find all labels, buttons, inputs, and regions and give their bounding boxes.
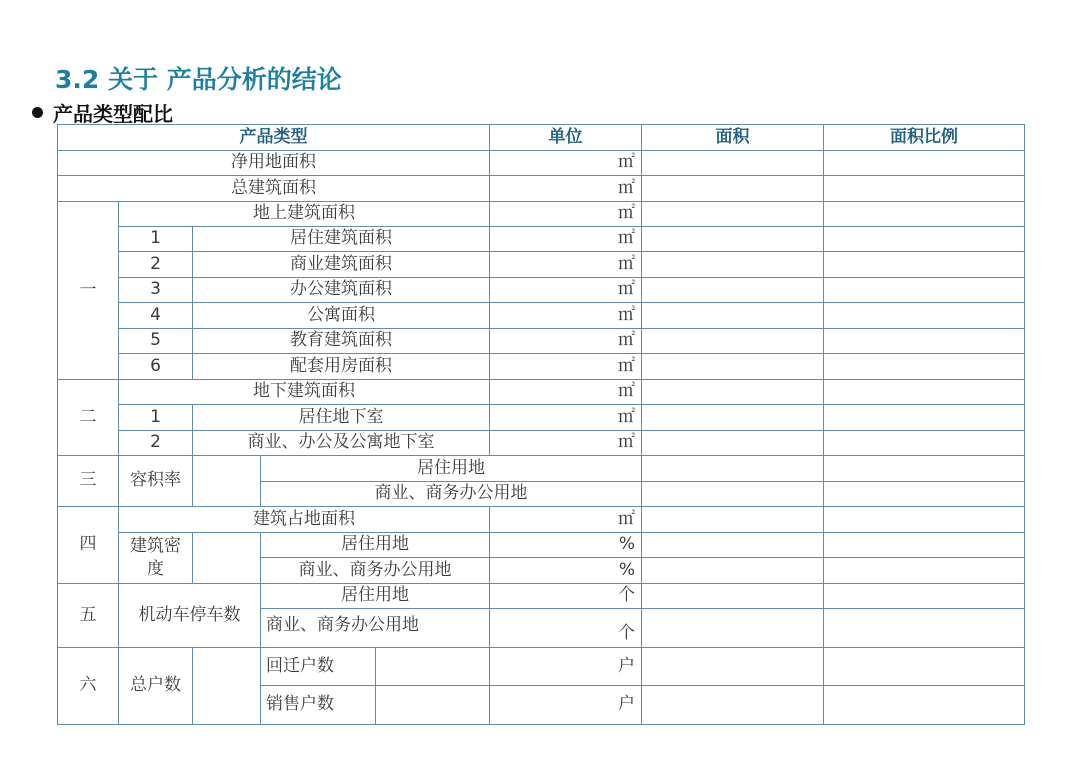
table-row: [58, 380, 1025, 405]
ratio-cell[interactable]: [824, 507, 1025, 533]
section-number: 六: [58, 648, 119, 725]
header-area: 面积: [642, 125, 824, 151]
section-number: 一: [58, 202, 119, 380]
bullet-icon: [32, 107, 43, 118]
item-number: 6: [119, 354, 193, 380]
table-row: [58, 303, 1025, 329]
ratio-cell[interactable]: [824, 176, 1025, 202]
ratio-cell[interactable]: [824, 558, 1025, 584]
row-label: 地下建筑面积: [119, 380, 490, 405]
table-row: [58, 648, 1025, 686]
row-label: 商业、办公及公寓地下室: [193, 431, 490, 456]
area-cell[interactable]: [642, 202, 824, 227]
blank-cell: [376, 686, 490, 725]
item-number: 3: [119, 278, 193, 303]
blank-cell: [376, 648, 490, 686]
ratio-cell[interactable]: [824, 202, 1025, 227]
unit-cell: ㎡: [490, 303, 642, 329]
sub-label: 回迁户数: [261, 648, 376, 686]
table-row: [58, 252, 1025, 278]
ratio-cell[interactable]: [824, 278, 1025, 303]
unit-cell: ㎡: [490, 151, 642, 176]
area-cell[interactable]: [642, 176, 824, 202]
table-row: [58, 431, 1025, 456]
table-row: [58, 202, 1025, 227]
table-row: [58, 278, 1025, 303]
ratio-cell[interactable]: [824, 609, 1025, 648]
sub-label: 商业、商务办公用地: [261, 558, 490, 584]
sub-label: 商业、商务办公用地: [261, 482, 642, 507]
unit-cell: 户: [490, 648, 642, 686]
ratio-cell[interactable]: [824, 252, 1025, 278]
unit-cell: %: [490, 558, 642, 584]
unit-cell: 个: [490, 609, 642, 648]
item-number: 5: [119, 329, 193, 354]
table-row: [58, 533, 1025, 558]
sub-label: 销售户数: [261, 686, 376, 725]
section-number: 四: [58, 507, 119, 584]
table-row: [58, 151, 1025, 176]
page-title: 3.2 关于 产品分析的结论: [55, 65, 342, 94]
row-label: 容积率: [119, 456, 193, 507]
item-number: 4: [119, 303, 193, 329]
unit-cell: ㎡: [490, 431, 642, 456]
unit-cell: ㎡: [490, 405, 642, 431]
area-cell[interactable]: [642, 686, 824, 725]
section-subtitle-text: 产品类型配比: [53, 102, 173, 126]
unit-cell: ㎡: [490, 278, 642, 303]
area-cell[interactable]: [642, 648, 824, 686]
area-cell[interactable]: [642, 533, 824, 558]
table-row: [58, 584, 1025, 609]
area-cell[interactable]: [642, 354, 824, 380]
area-cell[interactable]: [642, 227, 824, 252]
area-cell[interactable]: [642, 507, 824, 533]
ratio-cell[interactable]: [824, 354, 1025, 380]
ratio-cell[interactable]: [824, 482, 1025, 507]
product-ratio-table: [57, 124, 1025, 725]
area-cell[interactable]: [642, 151, 824, 176]
unit-cell: %: [490, 533, 642, 558]
row-label: 总建筑面积: [58, 176, 490, 202]
table-header-row: [58, 125, 1025, 151]
row-label: 配套用房面积: [193, 354, 490, 380]
ratio-cell[interactable]: [824, 380, 1025, 405]
table-row: [58, 507, 1025, 533]
row-label: 居住建筑面积: [193, 227, 490, 252]
section-subtitle: [32, 98, 173, 127]
section-number: 三: [58, 456, 119, 507]
area-cell[interactable]: [642, 278, 824, 303]
table-row: [58, 456, 1025, 482]
row-label: 净用地面积: [58, 151, 490, 176]
row-label: 公寓面积: [193, 303, 490, 329]
header-unit: 单位: [490, 125, 642, 151]
table-row: [58, 227, 1025, 252]
row-label: 居住地下室: [193, 405, 490, 431]
item-number: 1: [119, 405, 193, 431]
area-cell[interactable]: [642, 431, 824, 456]
area-cell[interactable]: [642, 405, 824, 431]
area-cell[interactable]: [642, 303, 824, 329]
area-cell[interactable]: [642, 558, 824, 584]
table-row: [58, 176, 1025, 202]
table-row: [58, 405, 1025, 431]
ratio-cell[interactable]: [824, 303, 1025, 329]
area-cell[interactable]: [642, 456, 824, 482]
header-ratio: 面积比例: [824, 125, 1025, 151]
unit-cell: ㎡: [490, 380, 642, 405]
row-label: 总户数: [119, 648, 193, 725]
table-row: [58, 354, 1025, 380]
item-number: 2: [119, 431, 193, 456]
table-row: [58, 329, 1025, 354]
area-cell[interactable]: [642, 252, 824, 278]
ratio-cell[interactable]: [824, 456, 1025, 482]
row-label: 机动车停车数: [119, 584, 261, 648]
sub-label: 居住用地: [261, 533, 490, 558]
area-cell[interactable]: [642, 380, 824, 405]
item-number: 1: [119, 227, 193, 252]
row-label: 建筑占地面积: [119, 507, 490, 533]
row-label: 教育建筑面积: [193, 329, 490, 354]
ratio-cell[interactable]: [824, 151, 1025, 176]
unit-cell: ㎡: [490, 354, 642, 380]
ratio-cell[interactable]: [824, 648, 1025, 686]
area-cell[interactable]: [642, 584, 824, 609]
row-label: 建筑密度: [119, 533, 193, 584]
ratio-cell[interactable]: [824, 431, 1025, 456]
area-cell[interactable]: [642, 482, 824, 507]
unit-cell: 个: [490, 584, 642, 609]
unit-cell: ㎡: [490, 329, 642, 354]
sub-label: 居住用地: [261, 584, 490, 609]
ratio-cell[interactable]: [824, 227, 1025, 252]
section-number: 二: [58, 380, 119, 456]
ratio-cell[interactable]: [824, 405, 1025, 431]
ratio-cell[interactable]: [824, 533, 1025, 558]
unit-cell: ㎡: [490, 227, 642, 252]
area-cell[interactable]: [642, 329, 824, 354]
section-number: 五: [58, 584, 119, 648]
unit-cell: ㎡: [490, 507, 642, 533]
unit-cell: 户: [490, 686, 642, 725]
blank-cell: [193, 533, 261, 584]
header-product-type: 产品类型: [58, 125, 490, 151]
unit-cell: ㎡: [490, 252, 642, 278]
blank-cell: [193, 456, 261, 507]
unit-cell: ㎡: [490, 202, 642, 227]
unit-cell: ㎡: [490, 176, 642, 202]
area-cell[interactable]: [642, 609, 824, 648]
row-label: 办公建筑面积: [193, 278, 490, 303]
sub-label: 商业、商务办公用地: [261, 609, 490, 648]
ratio-cell[interactable]: [824, 329, 1025, 354]
ratio-cell[interactable]: [824, 686, 1025, 725]
blank-cell: [193, 648, 261, 725]
item-number: 2: [119, 252, 193, 278]
sub-label: 居住用地: [261, 456, 642, 482]
row-label: 商业建筑面积: [193, 252, 490, 278]
row-label: 地上建筑面积: [119, 202, 490, 227]
ratio-cell[interactable]: [824, 584, 1025, 609]
